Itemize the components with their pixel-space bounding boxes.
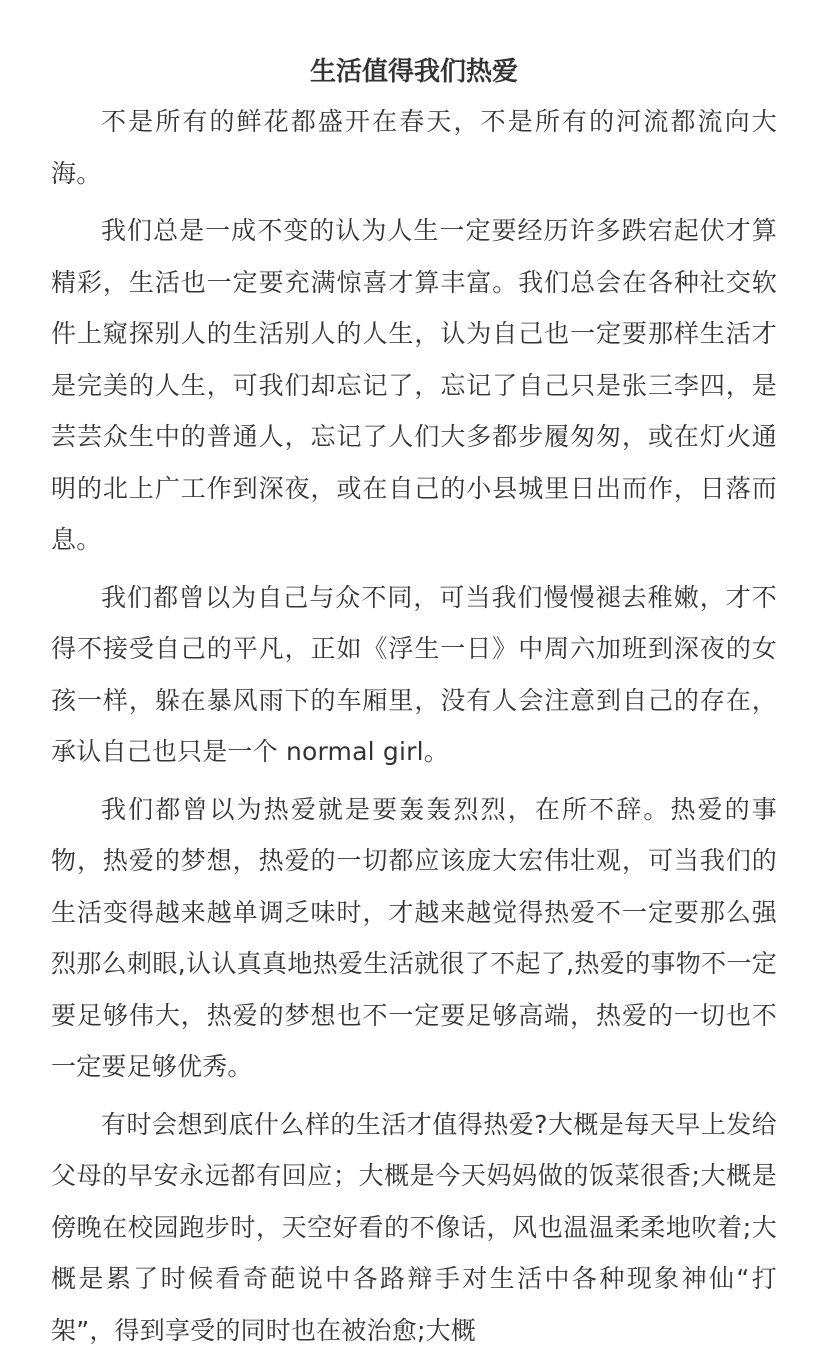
paragraph-2: 我们总是一成不变的认为人生一定要经历许多跌宕起伏才算精彩，生活也一定要充满惊喜才算丰富。我们总会在各种社交软件上窥探别人的生活别人的人生，认为自己也一定要那样生活才是完美的人生，可我们却忘记了，忘记了自己只是张三李四，是芸芸众生中的普通人，忘记了人们大多都步履匆匆，或在灯火通明的北上广工作到深夜，或在自己的小县城里日出而作，日落而息。 [51,205,777,566]
paragraph-5: 有时会想到底什么样的生活才值得热爱?大概是每天早上发给父母的早安永远都有回应；大概是今天妈妈做的饭菜很香;大概是傍晚在校园跑步时，天空好看的不像话，风也温温柔柔地吹着;大概是累了时候看奇葩说中各路辩手对生活中各种现象神仙“打架”，得到享受的同时也在被治愈;大概 [51,1099,777,1356]
article-title: 生活值得我们热爱 [51,52,777,92]
paragraph-3: 我们都曾以为自己与众不同，可当我们慢慢褪去稚嫩，才不得不接受自己的平凡，正如《浮生一日》中周六加班到深夜的女孩一样，躲在暴风雨下的车厢里，没有人会注意到自己的存在，承认自己也只是一个 normal girl。 [51,572,777,778]
paragraph-4: 我们都曾以为热爱就是要轰轰烈烈，在所不辞。热爱的事物，热爱的梦想，热爱的一切都应该庞大宏伟壮观，可当我们的生活变得越来越单调乏味时，才越来越觉得热爱不一定要那么强烈那么刺眼,认认真真地热爱生活就很了不起了,热爱的事物不一定要足够伟大，热爱的梦想也不一定要足够高端，热爱的一切也不一定要足够优秀。 [51,784,777,1093]
paragraph-1: 不是所有的鲜花都盛开在春天，不是所有的河流都流向大海。 [51,96,777,199]
